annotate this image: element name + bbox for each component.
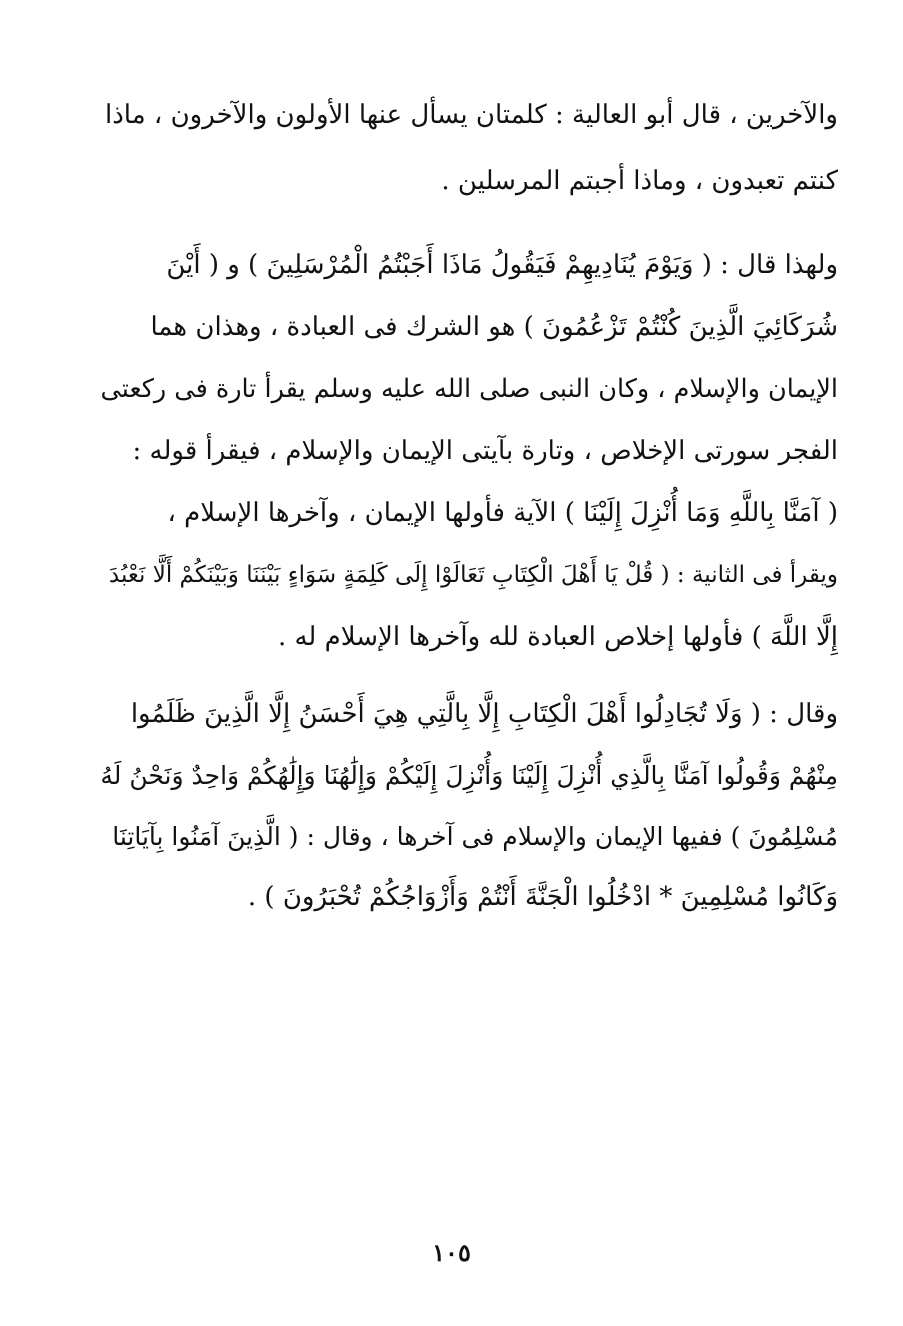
text-line: الإيمان والإسلام ، وكان النبى صلى الله عليه وسلم يقرأ تارة فى ركعتى: [100, 374, 838, 404]
text-line: إِلَّا اللَّهَ ) فأولها إخلاص العبادة لله وآخرها الإسلام له .: [277, 622, 838, 652]
text-line: مُسْلِمُونَ ) ففيها الإيمان والإسلام فى آخرها ، وقال : ( الَّذِينَ آمَنُوا بِآيَاتِنَا: [112, 822, 838, 851]
page-number: ١٠٥: [432, 1238, 471, 1267]
text-line: وقال : ( وَلَا تُجَادِلُوا أَهْلَ الْكِتَابِ إِلَّا بِالَّتِي هِيَ أَحْسَنُ إِلَّا الَّذِينَ ظَلَمُوا: [130, 699, 838, 729]
text-line: وَكَانُوا مُسْلِمِينَ * ادْخُلُوا الْجَنَّةَ أَنْتُمْ وَأَزْوَاجُكُمْ تُحْبَرُونَ ) .: [247, 882, 838, 912]
text-line: كنتم تعبدون ، وماذا أجبتم المرسلين .: [441, 166, 838, 196]
text-line: ويقرأ فى الثانية : ( قُلْ يَا أَهْلَ الْكِتَابِ تَعَالَوْا إِلَى كَلِمَةٍ سَوَاءٍ بَيْنَنَا وَبَيْنَكُمْ أَلَّا نَعْبُدَ: [108, 562, 838, 588]
paragraph-3: [100, 684, 838, 928]
paragraph-1: [100, 82, 838, 214]
text-line: والآخرين ، قال أبو العالية : كلمتان يسأل عنها الأولون والآخرون ، ماذا: [105, 100, 838, 130]
text-line: ولهذا قال : ( وَيَوْمَ يُنَادِيهِمْ فَيَقُولُ مَاذَا أَجَبْتُمُ الْمُرْسَلِينَ ) و ( أَيْنَ: [166, 250, 838, 280]
text-line: ( آمَنَّا بِاللَّهِ وَمَا أُنْزِلَ إِلَيْنَا ) الآية فأولها الإيمان ، وآخرها الإسلام ،: [167, 498, 838, 528]
paragraph-2: [100, 234, 838, 668]
text-line: شُرَكَائِيَ الَّذِينَ كُنْتُمْ تَزْعُمُونَ ) هو الشرك فى العبادة ، وهذان هما: [150, 312, 838, 342]
text-line: الفجر سورتى الإخلاص ، وتارة بآيتى الإيمان والإسلام ، فيقرأ قوله :: [132, 436, 838, 466]
text-line: مِنْهُمْ وَقُولُوا آمَنَّا بِالَّذِي أُنْزِلَ إِلَيْنَا وَأُنْزِلَ إِلَيْكُمْ وَإِلَٰهُنَا وَإِلَٰهُكُمْ وَاحِدٌ وَنَحْنُ لَهُ: [100, 761, 838, 790]
